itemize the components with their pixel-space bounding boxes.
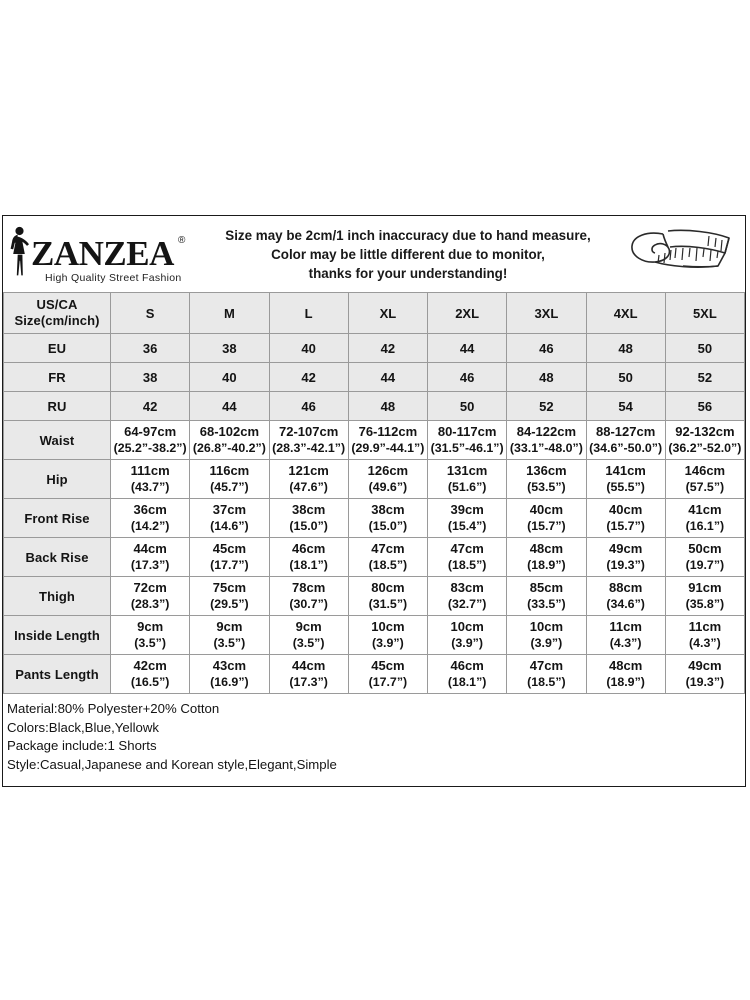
size-header-5xl: 5XL bbox=[665, 293, 744, 334]
cell-value-cm: 50cm bbox=[688, 541, 722, 556]
row-label-ru: RU bbox=[4, 392, 111, 421]
cell-front-rise-l bbox=[269, 499, 348, 538]
cell-value-cm: 84-122cm bbox=[516, 424, 577, 439]
cell-ru-4xl: 54 bbox=[586, 392, 665, 421]
size-header-l: L bbox=[269, 293, 348, 334]
cell-value-cm: 88-127cm bbox=[595, 424, 656, 439]
cell-value-cm: 136cm bbox=[526, 463, 567, 478]
cell-value-cm: 49cm bbox=[609, 541, 643, 556]
cell-value-cm: 76-112cm bbox=[358, 424, 418, 439]
cell-value-inch: (18.1”) bbox=[289, 558, 328, 572]
cell-value-inch: (19.7”) bbox=[685, 558, 725, 572]
cell-value-inch: (34.6”-50.0”) bbox=[589, 441, 663, 455]
cell-value-cm: 64-97cm bbox=[124, 424, 177, 439]
cell-inside-length-xl bbox=[348, 616, 427, 655]
brand-logo-text bbox=[31, 233, 185, 284]
size-table bbox=[3, 292, 745, 694]
cell-waist-l bbox=[269, 421, 348, 460]
cell-hip-2xl bbox=[428, 460, 507, 499]
cell-value-cm: 44cm bbox=[292, 658, 326, 673]
table-row-waist bbox=[4, 421, 745, 460]
cell-pants-length-4xl bbox=[586, 655, 665, 694]
cell-eu-s: 36 bbox=[111, 334, 190, 363]
cell-hip-xl bbox=[348, 460, 427, 499]
cell-inside-length-l bbox=[269, 616, 348, 655]
cell-back-rise-4xl bbox=[586, 538, 665, 577]
cell-hip-m bbox=[190, 460, 269, 499]
cell-front-rise-s bbox=[111, 499, 190, 538]
woman-silhouette-icon bbox=[7, 225, 33, 282]
cell-value-cm: 75cm bbox=[212, 580, 246, 595]
cell-pants-length-m bbox=[190, 655, 269, 694]
cell-thigh-l bbox=[269, 577, 348, 616]
brand-logo bbox=[7, 225, 197, 284]
cell-value-cm: 41cm bbox=[688, 502, 722, 517]
detail-style: Style:Casual,Japanese and Korean style,Elegant,Simple bbox=[7, 756, 337, 772]
cell-value-inch: (45.7”) bbox=[210, 480, 249, 494]
corner-header-line-2: Size(cm/inch) bbox=[14, 313, 100, 328]
cell-value-inch: (4.3”) bbox=[609, 636, 642, 650]
registered-trademark-icon: ® bbox=[178, 234, 185, 246]
cell-front-rise-3xl bbox=[507, 499, 586, 538]
cell-fr-m: 40 bbox=[190, 363, 269, 392]
cell-value-inch: (3.9”) bbox=[451, 636, 483, 650]
table-row-ru bbox=[4, 392, 745, 421]
cell-value-cm: 10cm bbox=[529, 619, 563, 634]
cell-ru-2xl: 50 bbox=[428, 392, 507, 421]
cell-value-cm: 126cm bbox=[367, 463, 409, 478]
cell-back-rise-m bbox=[190, 538, 269, 577]
cell-value-inch: (36.2”-52.0”) bbox=[668, 441, 742, 455]
cell-value-cm: 68-102cm bbox=[199, 424, 260, 439]
cell-fr-s: 38 bbox=[111, 363, 190, 392]
cell-value-cm: 131cm bbox=[446, 463, 488, 478]
cell-value-inch: (17.7”) bbox=[368, 675, 408, 689]
size-header-m: M bbox=[190, 293, 269, 334]
cell-inside-length-5xl bbox=[665, 616, 744, 655]
cell-fr-l: 42 bbox=[269, 363, 348, 392]
cell-value-cm: 9cm bbox=[295, 619, 322, 634]
cell-hip-3xl bbox=[507, 460, 586, 499]
cell-hip-s bbox=[111, 460, 190, 499]
row-label-thigh: Thigh bbox=[4, 577, 111, 616]
size-header-s: S bbox=[111, 293, 190, 334]
cell-value-inch: (32.7”) bbox=[447, 597, 487, 611]
size-header-3xl: 3XL bbox=[507, 293, 586, 334]
cell-eu-5xl: 50 bbox=[665, 334, 744, 363]
size-chart-panel bbox=[2, 215, 746, 787]
cell-value-cm: 38cm bbox=[371, 502, 405, 517]
cell-value-inch: (55.5”) bbox=[606, 480, 645, 494]
detail-package: Package include:1 Shorts bbox=[7, 738, 157, 753]
cell-value-inch: (33.5”) bbox=[527, 597, 566, 611]
cell-value-inch: (18.5”) bbox=[447, 558, 487, 572]
cell-inside-length-4xl bbox=[586, 616, 665, 655]
cell-hip-5xl bbox=[665, 460, 744, 499]
cell-value-cm: 80-117cm bbox=[437, 424, 497, 439]
cell-value-inch: (53.5”) bbox=[527, 480, 566, 494]
row-label-inside-length: Inside Length bbox=[4, 616, 111, 655]
cell-pants-length-5xl bbox=[665, 655, 744, 694]
cell-value-cm: 46cm bbox=[292, 541, 326, 556]
cell-value-inch: (4.3”) bbox=[689, 636, 721, 650]
cell-eu-2xl: 44 bbox=[428, 334, 507, 363]
cell-value-inch: (15.7”) bbox=[527, 519, 566, 533]
cell-value-cm: 43cm bbox=[212, 658, 246, 673]
cell-back-rise-s bbox=[111, 538, 190, 577]
cell-front-rise-5xl bbox=[665, 499, 744, 538]
cell-value-cm: 121cm bbox=[288, 463, 329, 478]
cell-value-inch: (25.2”-38.2”) bbox=[113, 441, 187, 455]
notice-line-3: thanks for your understanding! bbox=[308, 265, 508, 281]
cell-value-cm: 38cm bbox=[292, 502, 326, 517]
cell-value-inch: (3.9”) bbox=[372, 636, 404, 650]
notice-line-1: Size may be 2cm/1 inch inaccuracy due to hand measure, bbox=[225, 227, 591, 243]
cell-fr-5xl: 52 bbox=[665, 363, 744, 392]
cell-front-rise-xl bbox=[348, 499, 427, 538]
cell-fr-2xl: 46 bbox=[428, 363, 507, 392]
row-label-pants-length: Pants Length bbox=[4, 655, 111, 694]
cell-value-inch: (16.1”) bbox=[685, 519, 725, 533]
cell-value-inch: (35.8”) bbox=[685, 597, 725, 611]
cell-value-inch: (47.6”) bbox=[289, 480, 328, 494]
cell-value-cm: 116cm bbox=[209, 463, 250, 478]
row-label-fr: FR bbox=[4, 363, 111, 392]
cell-value-inch: (3.5”) bbox=[134, 636, 166, 650]
table-header-row bbox=[4, 293, 745, 334]
cell-ru-l: 46 bbox=[269, 392, 348, 421]
cell-inside-length-m bbox=[190, 616, 269, 655]
cell-waist-4xl bbox=[586, 421, 665, 460]
cell-hip-l bbox=[269, 460, 348, 499]
cell-eu-xl: 42 bbox=[348, 334, 427, 363]
cell-front-rise-4xl bbox=[586, 499, 665, 538]
cell-thigh-4xl bbox=[586, 577, 665, 616]
cell-value-inch: (43.7”) bbox=[130, 480, 170, 494]
cell-fr-4xl: 50 bbox=[586, 363, 665, 392]
cell-back-rise-l bbox=[269, 538, 348, 577]
cell-value-cm: 146cm bbox=[684, 463, 726, 478]
table-row-eu bbox=[4, 334, 745, 363]
cell-value-inch: (51.6”) bbox=[447, 480, 487, 494]
corner-header-cell bbox=[4, 293, 111, 334]
row-label-back-rise: Back Rise bbox=[4, 538, 111, 577]
cell-value-inch: (3.9”) bbox=[530, 636, 563, 650]
cell-thigh-5xl bbox=[665, 577, 744, 616]
cell-value-cm: 40cm bbox=[529, 502, 563, 517]
cell-waist-2xl bbox=[428, 421, 507, 460]
brand-name bbox=[31, 233, 185, 273]
cell-value-inch: (29.5”) bbox=[210, 597, 249, 611]
cell-value-inch: (19.3”) bbox=[685, 675, 725, 689]
cell-value-inch: (33.1”-48.0”) bbox=[509, 441, 583, 455]
cell-waist-m bbox=[190, 421, 269, 460]
corner-header-line-1: US/CA bbox=[36, 297, 78, 312]
cell-pants-length-xl bbox=[348, 655, 427, 694]
cell-value-cm: 72cm bbox=[133, 580, 167, 595]
cell-value-cm: 10cm bbox=[450, 619, 484, 634]
cell-eu-3xl: 46 bbox=[507, 334, 586, 363]
cell-value-inch: (14.6”) bbox=[210, 519, 249, 533]
table-row-back-rise bbox=[4, 538, 745, 577]
cell-value-cm: 88cm bbox=[609, 580, 643, 595]
cell-value-cm: 39cm bbox=[450, 502, 484, 517]
cell-value-inch: (28.3”) bbox=[130, 597, 170, 611]
cell-value-cm: 92-132cm bbox=[675, 424, 735, 439]
cell-value-cm: 72-107cm bbox=[278, 424, 339, 439]
cell-value-inch: (17.7”) bbox=[210, 558, 249, 572]
chart-header bbox=[3, 216, 745, 292]
cell-value-inch: (31.5”) bbox=[368, 597, 408, 611]
cell-value-cm: 46cm bbox=[450, 658, 484, 673]
cell-value-cm: 48cm bbox=[529, 541, 563, 556]
cell-eu-l: 40 bbox=[269, 334, 348, 363]
table-row-fr bbox=[4, 363, 745, 392]
cell-value-inch: (3.5”) bbox=[292, 636, 325, 650]
cell-waist-xl bbox=[348, 421, 427, 460]
cell-value-cm: 9cm bbox=[216, 619, 243, 634]
cell-value-inch: (49.6”) bbox=[368, 480, 408, 494]
cell-value-cm: 85cm bbox=[529, 580, 563, 595]
cell-value-inch: (16.5”) bbox=[130, 675, 170, 689]
cell-value-cm: 37cm bbox=[212, 502, 246, 517]
cell-front-rise-m bbox=[190, 499, 269, 538]
row-label-hip: Hip bbox=[4, 460, 111, 499]
cell-eu-4xl: 48 bbox=[586, 334, 665, 363]
cell-value-cm: 11cm bbox=[609, 619, 642, 634]
cell-value-inch: (31.5”-46.1”) bbox=[430, 441, 504, 455]
cell-pants-length-s bbox=[111, 655, 190, 694]
cell-value-cm: 36cm bbox=[133, 502, 167, 517]
cell-thigh-m bbox=[190, 577, 269, 616]
cell-thigh-2xl bbox=[428, 577, 507, 616]
cell-waist-3xl bbox=[507, 421, 586, 460]
cell-value-inch: (29.9”-44.1”) bbox=[351, 441, 425, 455]
cell-thigh-3xl bbox=[507, 577, 586, 616]
cell-inside-length-s bbox=[111, 616, 190, 655]
cell-value-cm: 111cm bbox=[130, 463, 170, 478]
cell-value-cm: 91cm bbox=[688, 580, 722, 595]
cell-thigh-s bbox=[111, 577, 190, 616]
cell-value-cm: 42cm bbox=[133, 658, 167, 673]
cell-value-cm: 47cm bbox=[529, 658, 563, 673]
cell-fr-3xl: 48 bbox=[507, 363, 586, 392]
cell-value-cm: 49cm bbox=[688, 658, 722, 673]
brand-name-text: ZANZEA bbox=[31, 233, 174, 273]
size-header-4xl: 4XL bbox=[586, 293, 665, 334]
cell-value-inch: (30.7”) bbox=[289, 597, 328, 611]
cell-value-inch: (17.3”) bbox=[289, 675, 328, 689]
cell-value-inch: (26.8”-40.2”) bbox=[192, 441, 266, 455]
cell-value-inch: (57.5”) bbox=[685, 480, 725, 494]
cell-value-inch: (18.9”) bbox=[527, 558, 566, 572]
row-label-eu: EU bbox=[4, 334, 111, 363]
cell-value-cm: 47cm bbox=[371, 541, 405, 556]
tape-illustration bbox=[619, 222, 739, 287]
table-row-hip bbox=[4, 460, 745, 499]
measuring-tape-icon bbox=[621, 222, 739, 287]
cell-value-inch: (18.5”) bbox=[527, 675, 566, 689]
cell-front-rise-2xl bbox=[428, 499, 507, 538]
cell-value-inch: (15.0”) bbox=[368, 519, 408, 533]
row-label-front-rise: Front Rise bbox=[4, 499, 111, 538]
cell-value-cm: 10cm bbox=[371, 619, 405, 634]
cell-value-inch: (19.3”) bbox=[606, 558, 645, 572]
cell-thigh-xl bbox=[348, 577, 427, 616]
cell-value-inch: (18.5”) bbox=[368, 558, 408, 572]
cell-value-inch: (15.4”) bbox=[447, 519, 487, 533]
cell-value-inch: (28.3”-42.1”) bbox=[272, 441, 346, 455]
table-row-front-rise bbox=[4, 499, 745, 538]
cell-value-cm: 83cm bbox=[450, 580, 484, 595]
cell-value-inch: (3.5”) bbox=[213, 636, 246, 650]
size-header-xl: XL bbox=[348, 293, 427, 334]
cell-value-cm: 44cm bbox=[133, 541, 167, 556]
measurement-notice bbox=[197, 226, 619, 283]
cell-ru-3xl: 52 bbox=[507, 392, 586, 421]
size-header-2xl: 2XL bbox=[428, 293, 507, 334]
cell-value-cm: 80cm bbox=[371, 580, 405, 595]
cell-value-cm: 47cm bbox=[450, 541, 484, 556]
cell-waist-5xl bbox=[665, 421, 744, 460]
cell-value-inch: (15.7”) bbox=[606, 519, 645, 533]
cell-value-cm: 11cm bbox=[688, 619, 722, 634]
cell-waist-s bbox=[111, 421, 190, 460]
cell-value-inch: (16.9”) bbox=[210, 675, 249, 689]
cell-value-cm: 48cm bbox=[609, 658, 643, 673]
cell-ru-5xl: 56 bbox=[665, 392, 744, 421]
cell-inside-length-3xl bbox=[507, 616, 586, 655]
cell-value-inch: (18.9”) bbox=[606, 675, 645, 689]
table-row-pants-length bbox=[4, 655, 745, 694]
detail-colors: Colors:Black,Blue,Yellowk bbox=[7, 719, 159, 735]
cell-ru-s: 42 bbox=[111, 392, 190, 421]
cell-eu-m: 38 bbox=[190, 334, 269, 363]
notice-line-2: Color may be little different due to monitor, bbox=[271, 246, 545, 262]
detail-material: Material:80% Polyester+20% Cotton bbox=[7, 701, 220, 716]
cell-value-inch: (34.6”) bbox=[606, 597, 645, 611]
cell-value-cm: 78cm bbox=[292, 580, 326, 595]
cell-back-rise-2xl bbox=[428, 538, 507, 577]
cell-value-cm: 45cm bbox=[212, 541, 246, 556]
cell-back-rise-3xl bbox=[507, 538, 586, 577]
product-details bbox=[3, 694, 745, 786]
cell-back-rise-5xl bbox=[665, 538, 744, 577]
cell-ru-xl: 48 bbox=[348, 392, 427, 421]
cell-pants-length-l bbox=[269, 655, 348, 694]
cell-ru-m: 44 bbox=[190, 392, 269, 421]
row-label-waist: Waist bbox=[4, 421, 111, 460]
cell-back-rise-xl bbox=[348, 538, 427, 577]
cell-value-cm: 141cm bbox=[605, 463, 646, 478]
cell-value-cm: 40cm bbox=[609, 502, 643, 517]
cell-inside-length-2xl bbox=[428, 616, 507, 655]
cell-value-inch: (18.1”) bbox=[447, 675, 487, 689]
brand-tagline: High Quality Street Fashion bbox=[45, 271, 182, 284]
cell-fr-xl: 44 bbox=[348, 363, 427, 392]
cell-value-cm: 9cm bbox=[137, 619, 164, 634]
cell-value-inch: (17.3”) bbox=[130, 558, 170, 572]
table-row-thigh bbox=[4, 577, 745, 616]
cell-value-inch: (14.2”) bbox=[130, 519, 170, 533]
cell-hip-4xl bbox=[586, 460, 665, 499]
table-row-inside-length bbox=[4, 616, 745, 655]
cell-pants-length-3xl bbox=[507, 655, 586, 694]
cell-pants-length-2xl bbox=[428, 655, 507, 694]
cell-value-inch: (15.0”) bbox=[289, 519, 328, 533]
cell-value-cm: 45cm bbox=[371, 658, 405, 673]
